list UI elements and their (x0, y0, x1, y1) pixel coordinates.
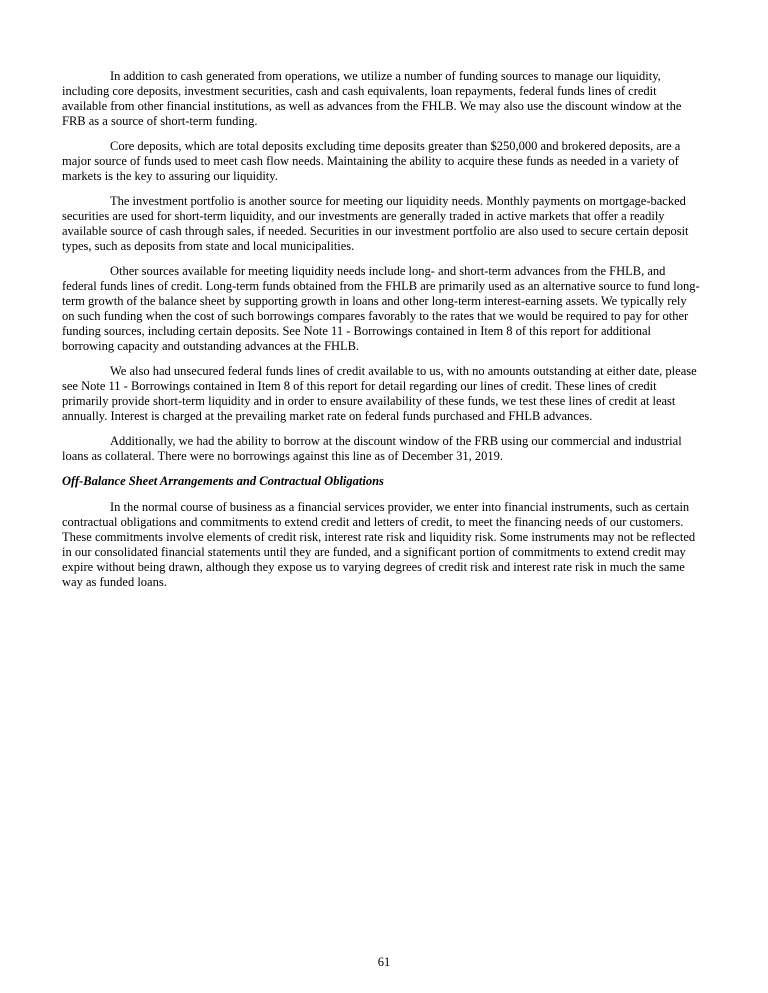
paragraph-investment-portfolio: The investment portfolio is another source for meeting our liquidity needs. Monthly payments on mortgage-backed securities are used for short-term liquidity, and our investments are generally traded in active markets that offer a readily available source of cash through sales, if needed. Securities in our investment portfolio are also used to secure certain deposit types, such as deposits from state and local municipalities. (62, 194, 689, 253)
paragraph-commitments: In the normal course of business as a financial services provider, we enter into financial instruments, such as certain contractual obligations and commitments to extend credit and letters of credit, to meet the financing needs of our customers. These commitments involve elements of credit risk, interest rate risk and liquidity risk. Some instruments may not be reflected in our consolidated financial statements until they are funded, and a significant portion of commitments to extend credit may expire without being drawn, although they expose us to varying degrees of credit risk and interest rate risk in much the same way as funded loans. (62, 500, 696, 589)
section-heading-off-balance-sheet: Off-Balance Sheet Arrangements and Contractual Obligations (62, 474, 384, 488)
paragraph-federal-funds-lines: We also had unsecured federal funds lines of credit available to us, with no amounts outstanding at either date, please see Note 11 - Borrowings contained in Item 8 of this report for detail regarding our lines of credit. These lines of credit primarily provide short-term liquidity and in order to ensure availability of these funds, we test these lines of credit at least annually. Interest is charged at the prevailing market rate on federal funds purchased and FHLB advances. (62, 364, 697, 423)
paragraph-discount-window: Additionally, we had the ability to borrow at the discount window of the FRB using our commercial and industrial loans as collateral. There were no borrowings against this line as of December 31, 2019. (62, 434, 682, 463)
paragraph-core-deposits: Core deposits, which are total deposits excluding time deposits greater than $250,000 and brokered deposits, are a major source of funds used to meet cash flow needs. Maintaining the ability to acquire these funds as needed in a variety of markets is the key to assuring our liquidity. (62, 139, 681, 183)
page-number: 61 (377, 955, 391, 969)
paragraph-other-sources: Other sources available for meeting liquidity needs include long- and short-term advances from the FHLB, and federal funds lines of credit. Long-term funds obtained from the FHLB are primarily used as an alternative source to fund long-term growth of the balance sheet by supporting growth in loans and other long-term interest-earning assets. We typically rely on such funding when the cost of such borrowings compares favorably to the rates that we would be required to pay for other funding sources, including certain deposits. See Note 11 - Borrowings contained in Item 8 of this report for additional borrowing capacity and outstanding advances at the FHLB. (62, 264, 700, 353)
paragraph-funding-sources: In addition to cash generated from operations, we utilize a number of funding sources to manage our liquidity, including core deposits, investment securities, cash and cash equivalents, loan repayments, federal funds lines of credit available from other financial institutions, as well as advances from the FHLB. We may also use the discount window at the FRB as a source of short-term funding. (62, 69, 682, 128)
